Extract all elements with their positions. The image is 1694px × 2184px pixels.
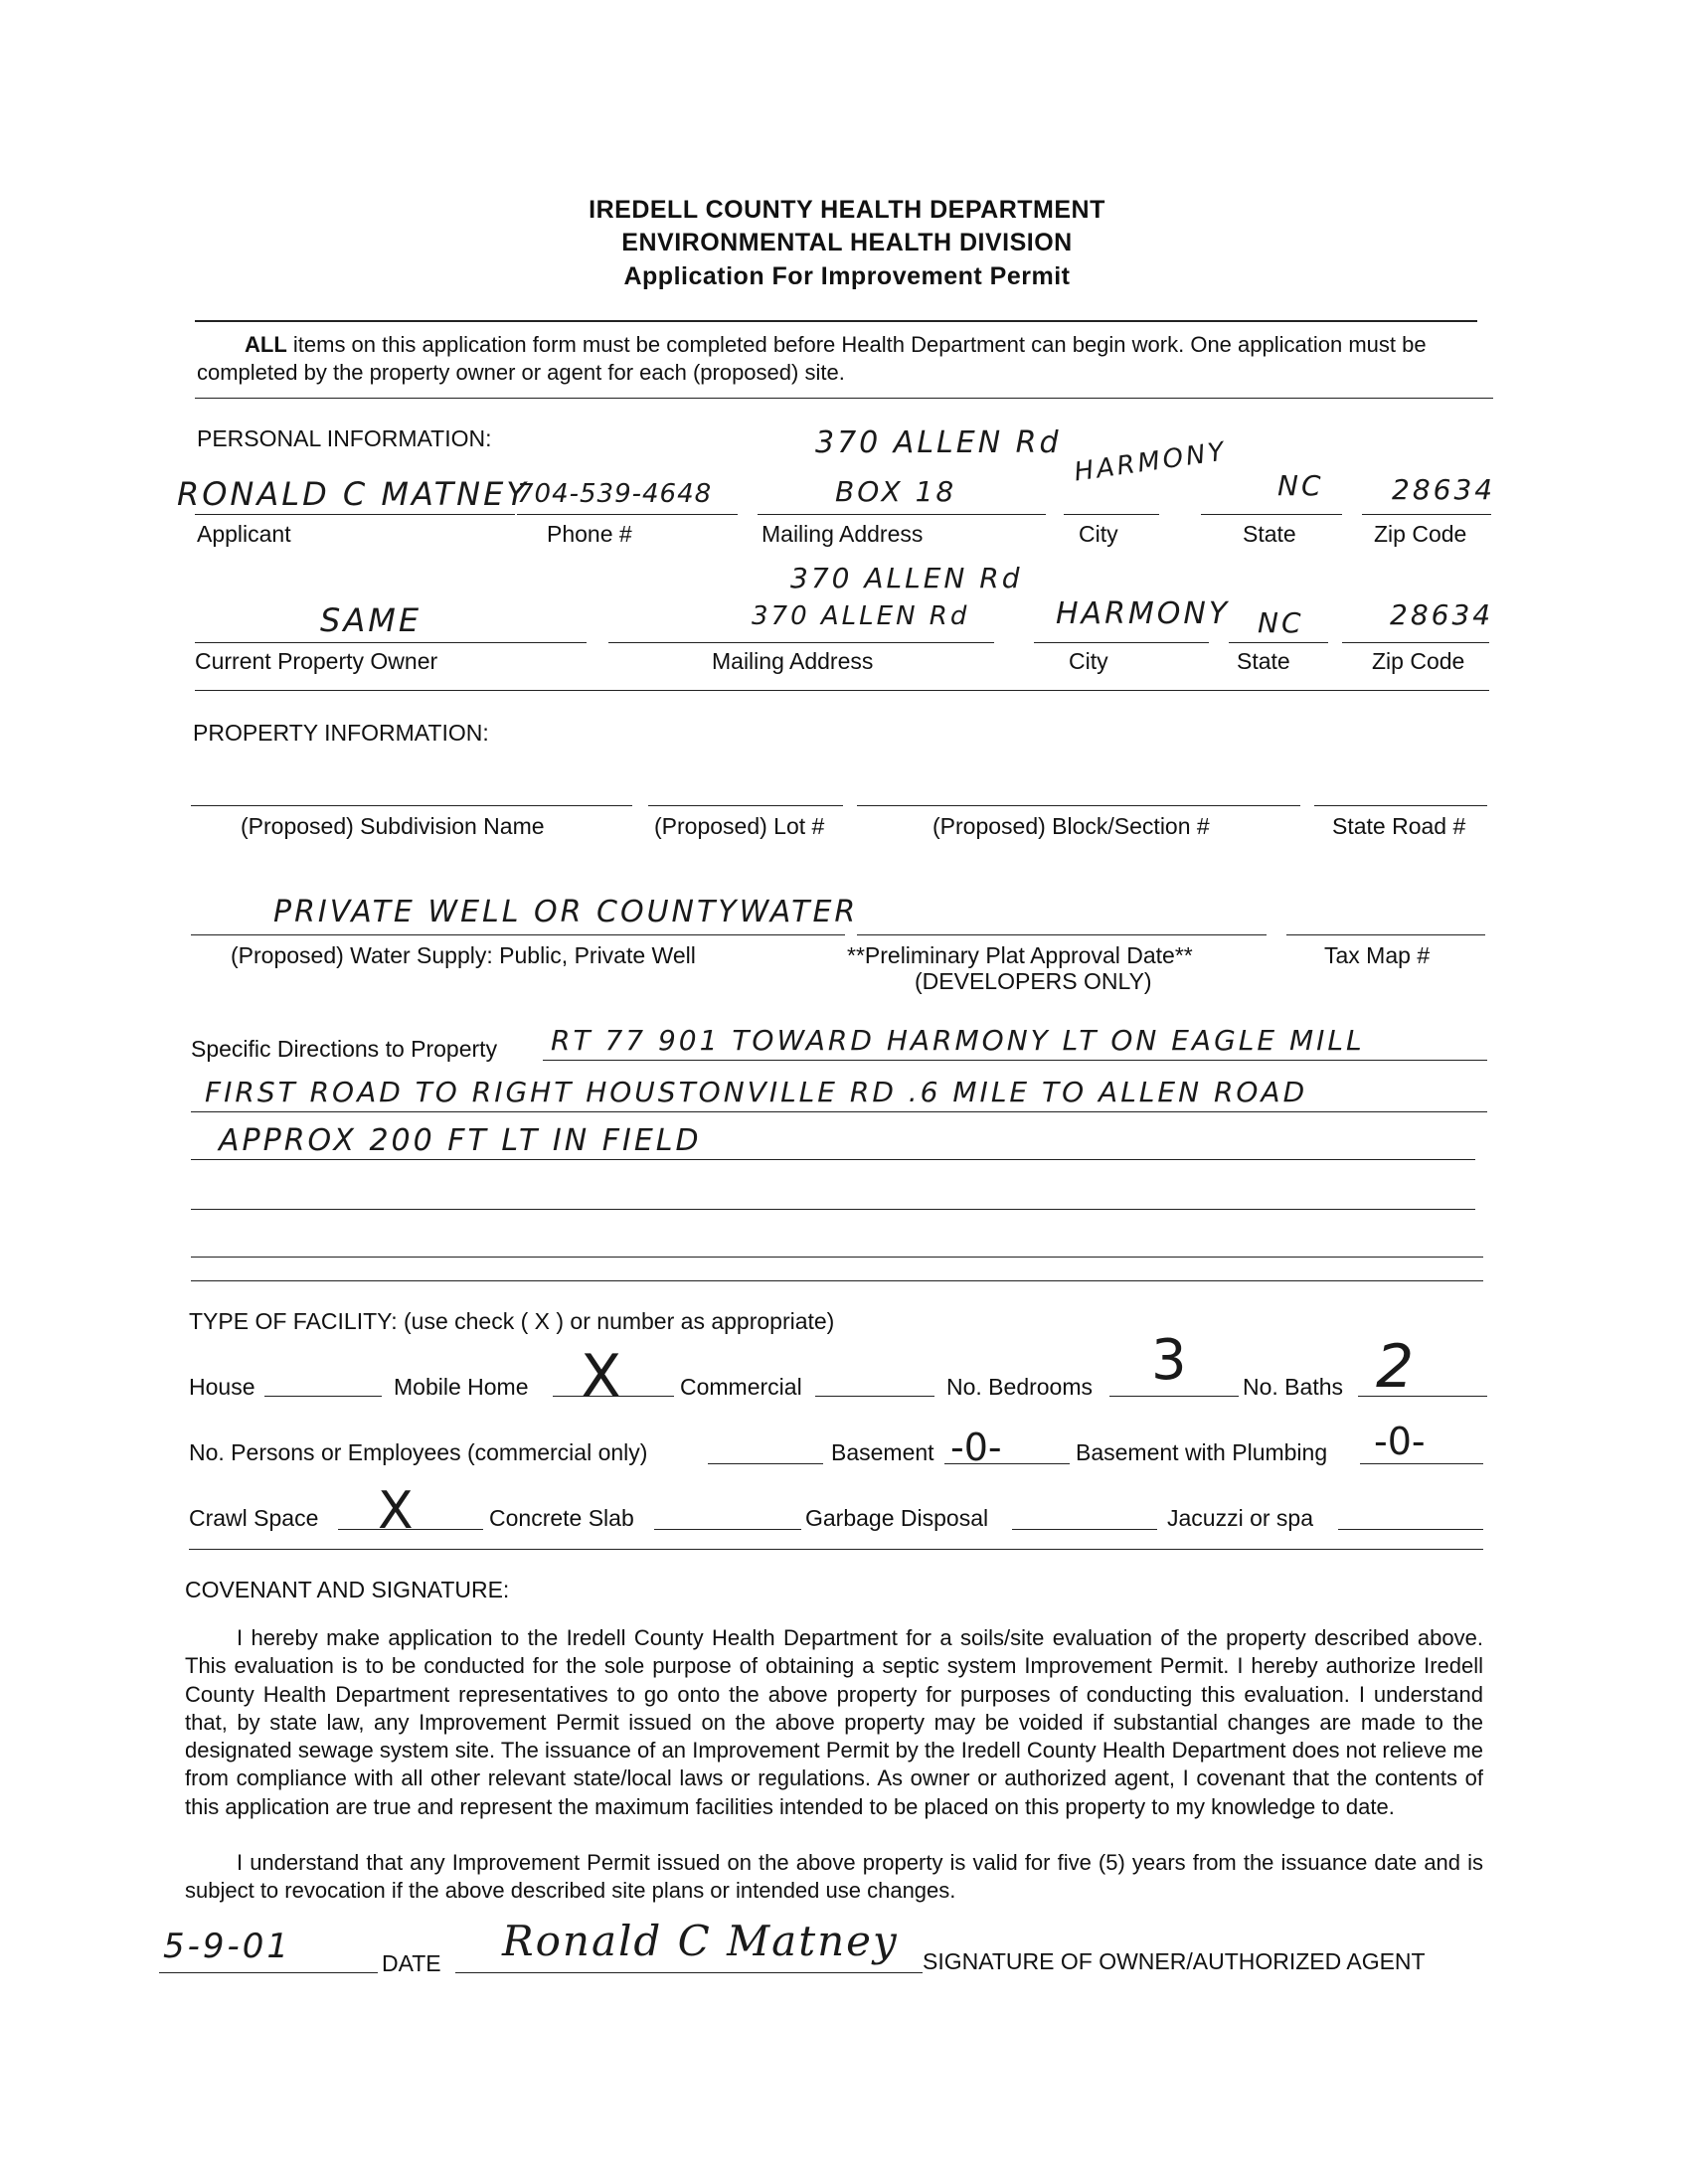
- jacuzzi-line[interactable]: [1338, 1529, 1483, 1530]
- intro-text: [197, 331, 1489, 387]
- owner-mailing-top[interactable]: 370 ALLEN Rd: [790, 562, 1023, 594]
- directions-rule-4: [191, 1209, 1475, 1210]
- header-divider: [195, 320, 1477, 322]
- lot-label: (Proposed) Lot #: [654, 813, 825, 839]
- basement-plumbing-value[interactable]: -0-: [1374, 1420, 1426, 1463]
- basement-plumbing-label: Basement with Plumbing: [1076, 1439, 1328, 1465]
- facility-divider: [189, 1549, 1483, 1550]
- directions-label: Specific Directions to Property: [191, 1036, 498, 1062]
- owner-city-line: [1034, 642, 1209, 643]
- directions-rule-3: [191, 1159, 1475, 1160]
- covenant-paragraph-2: I understand that any Improvement Permit issued on the above property is valid for five (5) years from the issuance date and is subject to revocation if the above described site plans or intended use changes.: [185, 1850, 1483, 1904]
- garbage-label: Garbage Disposal: [805, 1505, 989, 1531]
- plat-line[interactable]: [857, 934, 1267, 935]
- date-line: [159, 1972, 378, 1973]
- state-line: [1201, 514, 1342, 515]
- taxmap-label: Tax Map #: [1324, 942, 1431, 968]
- owner-city-field[interactable]: HARMONY: [1056, 596, 1231, 631]
- bedrooms-value[interactable]: 3: [1151, 1328, 1187, 1393]
- applicant-label: Applicant: [197, 521, 291, 547]
- mailing-label: Mailing Address: [762, 521, 924, 547]
- block-line[interactable]: [857, 805, 1300, 806]
- mobile-home-check[interactable]: X: [581, 1342, 622, 1412]
- directions-rule-5: [191, 1257, 1483, 1258]
- signature-line: [455, 1972, 923, 1973]
- property-divider: [191, 1280, 1483, 1281]
- owner-line: [195, 642, 587, 643]
- jacuzzi-label: Jacuzzi or spa: [1167, 1505, 1314, 1531]
- taxmap-line[interactable]: [1286, 934, 1485, 935]
- directions-rule-2: [191, 1111, 1487, 1112]
- subdivision-label: (Proposed) Subdivision Name: [241, 813, 545, 839]
- baths-value[interactable]: 2: [1376, 1332, 1415, 1402]
- division-title: ENVIRONMENTAL HEALTH DIVISION: [621, 229, 1073, 256]
- property-info-heading: PROPERTY INFORMATION:: [193, 720, 489, 746]
- owner-label: Current Property Owner: [195, 648, 438, 674]
- applicant-phone-field[interactable]: 704-539-4648: [517, 479, 713, 509]
- intro-divider: [195, 398, 1493, 399]
- owner-state-line: [1229, 642, 1328, 643]
- owner-mailing-label: Mailing Address: [712, 648, 874, 674]
- basement-label: Basement: [831, 1439, 934, 1465]
- city-line: [1064, 514, 1159, 515]
- subdivision-line[interactable]: [191, 805, 632, 806]
- applicant-state-field[interactable]: NC: [1277, 469, 1324, 502]
- applicant-mailing-field[interactable]: BOX 18: [835, 475, 957, 508]
- phone-label: Phone #: [547, 521, 632, 547]
- phone-line: [517, 514, 738, 515]
- directions-line-1[interactable]: RT 77 901 TOWARD HARMONY LT ON EAGLE MILL: [551, 1024, 1365, 1057]
- covenant-heading: COVENANT AND SIGNATURE:: [185, 1577, 510, 1602]
- zip-label: Zip Code: [1374, 521, 1467, 547]
- house-line[interactable]: [264, 1396, 382, 1397]
- owner-zip-field[interactable]: 28634: [1390, 598, 1494, 631]
- crawl-space-check[interactable]: X: [378, 1481, 414, 1541]
- applicant-name-field[interactable]: RONALD C MATNEY: [177, 475, 529, 513]
- baths-label: No. Baths: [1243, 1374, 1343, 1400]
- applicant-city-field[interactable]: HARMONY: [1072, 436, 1229, 488]
- road-label: State Road #: [1332, 813, 1466, 839]
- block-label: (Proposed) Block/Section #: [932, 813, 1210, 839]
- owner-name-field[interactable]: SAME: [320, 601, 423, 639]
- plat-label-developers: (DEVELOPERS ONLY): [915, 968, 1152, 994]
- zip-line: [1362, 514, 1491, 515]
- form-title: Application For Improvement Permit: [623, 262, 1071, 290]
- slab-line[interactable]: [654, 1529, 801, 1530]
- owner-mailing-line: [608, 642, 994, 643]
- owner-state-field[interactable]: NC: [1258, 606, 1304, 639]
- garbage-line[interactable]: [1012, 1529, 1157, 1530]
- owner-zip-line: [1342, 642, 1489, 643]
- facility-heading: TYPE OF FACILITY: (use check ( X ) or number as appropriate): [189, 1308, 835, 1334]
- applicant-zip-field[interactable]: 28634: [1392, 473, 1496, 506]
- basement-plumbing-line[interactable]: [1360, 1463, 1483, 1464]
- owner-city-label: City: [1069, 648, 1108, 674]
- bedrooms-label: No. Bedrooms: [946, 1374, 1094, 1400]
- persons-line[interactable]: [708, 1463, 823, 1464]
- department-title: IREDELL COUNTY HEALTH DEPARTMENT: [589, 196, 1105, 224]
- mobile-label: Mobile Home: [394, 1374, 529, 1400]
- owner-zip-label: Zip Code: [1372, 648, 1465, 674]
- personal-info-heading: PERSONAL INFORMATION:: [197, 425, 492, 451]
- persons-label: No. Persons or Employees (commercial only): [189, 1439, 648, 1465]
- intro-body: items on this application form must be completed before Health Department can begin work. One application must be completed by the property owner or agent for each (proposed) site.: [197, 332, 1427, 385]
- bedrooms-line[interactable]: [1109, 1396, 1239, 1397]
- road-line[interactable]: [1314, 805, 1487, 806]
- mailing-line: [758, 514, 1046, 515]
- water-line: [191, 934, 845, 935]
- commercial-line[interactable]: [815, 1396, 934, 1397]
- owner-state-label: State: [1237, 648, 1290, 674]
- house-label: House: [189, 1374, 255, 1400]
- water-label: (Proposed) Water Supply: Public, Private Well: [231, 942, 696, 968]
- city-label: City: [1079, 521, 1118, 547]
- applicant-line: [195, 514, 515, 515]
- signature-value[interactable]: Ronald C Matney: [502, 1917, 899, 1965]
- directions-line-3[interactable]: APPROX 200 FT LT IN FIELD: [219, 1123, 702, 1158]
- directions-line-2[interactable]: FIRST ROAD TO RIGHT HOUSTONVILLE RD .6 MILE TO ALLEN ROAD: [205, 1076, 1308, 1108]
- slab-label: Concrete Slab: [489, 1505, 634, 1531]
- applicant-mailing-top[interactable]: 370 ALLEN Rd: [815, 425, 1062, 460]
- owner-mailing-field[interactable]: 370 ALLEN Rd: [752, 601, 970, 631]
- personal-divider: [195, 690, 1489, 691]
- intro-bold: ALL: [245, 332, 287, 357]
- plat-label: **Preliminary Plat Approval Date**: [847, 942, 1193, 968]
- directions-rule-1: [543, 1060, 1487, 1061]
- lot-line[interactable]: [648, 805, 843, 806]
- commercial-label: Commercial: [680, 1374, 802, 1400]
- date-value[interactable]: 5-9-01: [163, 1927, 292, 1966]
- signature-label: SIGNATURE OF OWNER/AUTHORIZED AGENT: [923, 1948, 1426, 1974]
- water-supply-field[interactable]: PRIVATE WELL OR COUNTYWATER: [273, 895, 859, 929]
- covenant-paragraph-1: I hereby make application to the Iredell County Health Department for a soils/site evaluation of the property described above. This evaluation is to be conducted for the sole purpose of obtaining a septic system Improvement Permit. I hereby authorize Iredell County Health Department representatives to go onto the above property for purposes of conducting this evaluation. I understand that, by state law, any Improvement Permit issued on the above property may be voided if substantial changes are made to the designated sewage system site. The issuance of an Improvement Permit by the Iredell County Health Department does not relieve me from compliance with all other relevant state/local laws or regulations. As owner or authorized agent, I covenant that the contents of this application are true and represent the maximum facilities intended to be placed on this property to my knowledge to date.: [185, 1625, 1483, 1819]
- basement-value[interactable]: -0-: [950, 1426, 1002, 1469]
- crawl-label: Crawl Space: [189, 1505, 319, 1531]
- date-label: DATE: [382, 1950, 441, 1976]
- state-label: State: [1243, 521, 1296, 547]
